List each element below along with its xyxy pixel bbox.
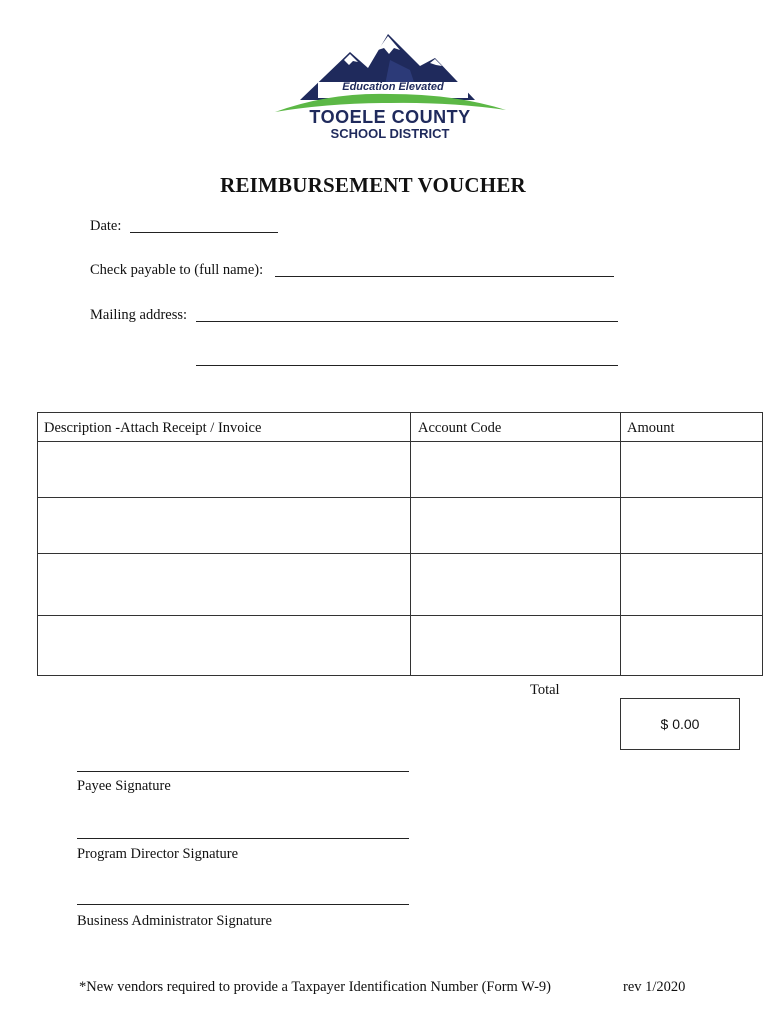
- expense-table: [37, 412, 763, 676]
- revision-label: rev 1/2020: [623, 979, 686, 995]
- address-label: Mailing address:: [90, 307, 188, 323]
- description-cell[interactable]: [39, 616, 409, 675]
- account-code-cell[interactable]: [411, 616, 619, 675]
- description-cell[interactable]: [39, 554, 409, 615]
- district-logo: [270, 30, 510, 145]
- logo-name-line2: SCHOOL DISTRICT: [330, 126, 450, 141]
- program-director-signature-label: Program Director Signature: [77, 846, 239, 862]
- description-cell[interactable]: [39, 442, 409, 497]
- account-code-cell[interactable]: [411, 442, 619, 497]
- payable-name-field[interactable]: [275, 276, 614, 277]
- account-code-cell[interactable]: [411, 498, 619, 553]
- amount-cell[interactable]: [621, 498, 762, 553]
- payee-signature-label: Payee Signature: [77, 778, 171, 794]
- program-director-signature-line[interactable]: [77, 838, 409, 839]
- logo-name-line1: TOOELE COUNTY: [309, 107, 471, 127]
- logo-tagline: Education Elevated: [342, 81, 444, 93]
- date-label: Date:: [90, 218, 122, 234]
- total-amount-field[interactable]: $ 0.00: [620, 698, 740, 750]
- amount-cell[interactable]: [621, 616, 762, 675]
- address-field-line1[interactable]: [196, 321, 618, 322]
- page-title: REIMBURSEMENT VOUCHER: [220, 173, 526, 197]
- business-admin-signature-line[interactable]: [77, 904, 409, 905]
- account-code-cell[interactable]: [411, 554, 619, 615]
- total-label: Total: [530, 682, 560, 698]
- payee-signature-line[interactable]: [77, 771, 409, 772]
- amount-header: Amount: [627, 420, 675, 436]
- account-code-header: Account Code: [418, 420, 502, 436]
- description-header: Description -Attach Receipt / Invoice: [44, 420, 262, 436]
- address-field-line2[interactable]: [196, 365, 618, 366]
- date-field[interactable]: [130, 232, 278, 233]
- amount-cell[interactable]: [621, 554, 762, 615]
- w9-footnote: *New vendors required to provide a Taxpayer Identification Number (Form W-9): [79, 979, 551, 995]
- business-admin-signature-label: Business Administrator Signature: [77, 913, 272, 929]
- description-cell[interactable]: [39, 498, 409, 553]
- payable-label: Check payable to (full name):: [90, 262, 264, 278]
- amount-cell[interactable]: [621, 442, 762, 497]
